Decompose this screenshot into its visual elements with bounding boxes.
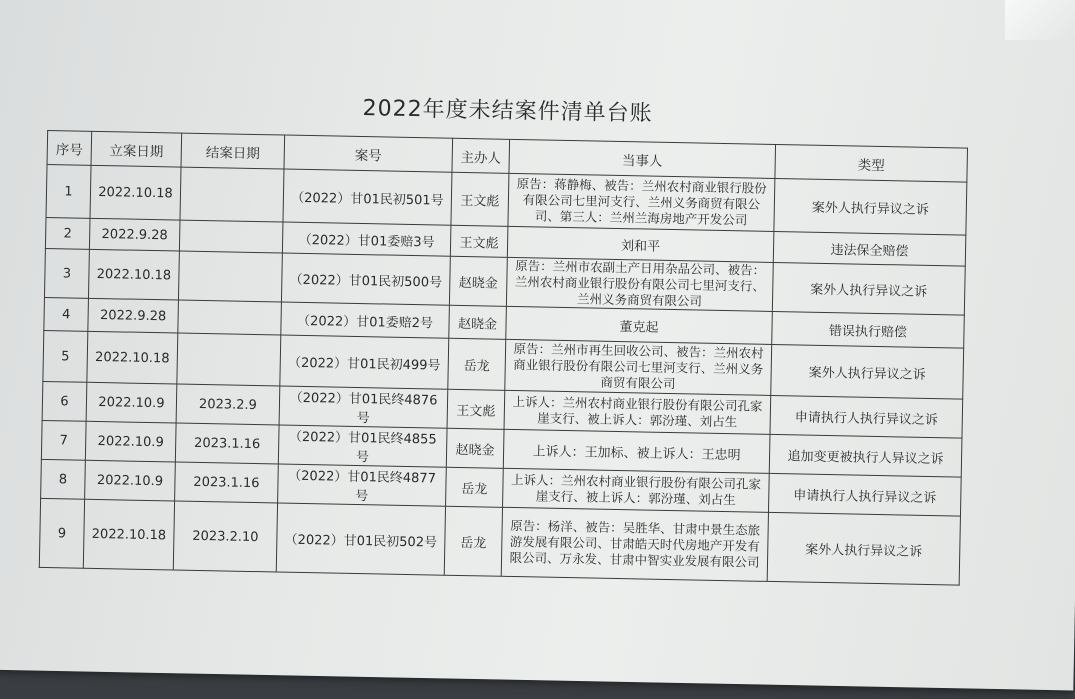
- cell-type: 案外人执行异议之诉: [772, 262, 965, 315]
- cell-handler: 王文彪: [447, 389, 505, 429]
- cell-type: 案外人执行异议之诉: [767, 512, 960, 585]
- cell-handler: 王文彪: [450, 225, 508, 257]
- cell-seq: 5: [43, 330, 88, 382]
- cell-file-date: 2022.10.9: [85, 421, 176, 462]
- cell-type: 追加变更被执行人异议之诉: [769, 434, 962, 477]
- cell-file-date: 2022.10.18: [87, 331, 178, 384]
- cell-handler: 赵晓金: [449, 305, 507, 339]
- cell-file-date: 2022.10.18: [90, 165, 181, 220]
- cell-close-date: [177, 333, 281, 386]
- cell-close-date: [180, 167, 284, 222]
- cell-seq: 2: [45, 217, 90, 249]
- cell-seq: 4: [44, 297, 89, 331]
- cell-seq: 6: [42, 381, 87, 421]
- header-case-no: 案号: [284, 135, 453, 172]
- cell-type: 案外人执行异议之诉: [774, 178, 967, 235]
- header-type: 类型: [775, 144, 968, 182]
- cell-file-date: 2022.10.18: [88, 249, 179, 300]
- cell-file-date: 2022.9.28: [89, 218, 180, 251]
- cell-file-date: 2022.10.18: [83, 499, 174, 570]
- header-handler: 主办人: [452, 138, 510, 173]
- cell-case-no: （2022）甘01民初500号: [281, 253, 450, 305]
- cell-parties: 刘和平: [507, 226, 774, 262]
- case-ledger-table: [39, 130, 968, 586]
- cell-case-no: （2022）甘01民初502号: [276, 503, 445, 575]
- cell-case-no: （2022）甘01委赔2号: [281, 302, 450, 338]
- cell-seq: 9: [39, 498, 84, 568]
- header-seq: 序号: [47, 131, 92, 166]
- cell-type: 违法保全赔偿: [773, 231, 966, 266]
- cell-parties: 原告：兰州市再生回收公司、被告：兰州农村商业银行股份有限公司七里河支行、兰州义务商贸有限公司: [505, 339, 772, 395]
- cell-case-no: （2022）甘01民终4855号: [278, 425, 447, 467]
- cell-case-no: （2022）甘01民初499号: [280, 335, 449, 389]
- cell-close-date: [179, 220, 283, 253]
- cell-handler: 王文彪: [451, 172, 509, 226]
- cell-close-date: 2023.2.10: [173, 501, 277, 572]
- cell-close-date: [178, 300, 282, 335]
- cell-seq: 8: [41, 459, 86, 499]
- cell-type: 案外人执行异议之诉: [771, 344, 964, 399]
- cell-parties: 上诉人：兰州农村商业银行股份有限公司孔家崖支行、被上诉人：郭汾瑾、刘占生: [503, 468, 770, 512]
- cell-close-date: 2023.2.9: [176, 384, 280, 425]
- cell-case-no: （2022）甘01民初501号: [283, 169, 452, 225]
- cell-type: 错误执行赔偿: [772, 311, 965, 348]
- cell-parties: 原告：兰州市农副土产日用杂品公司、被告：兰州农村商业银行股份有限公司七里河支行、兰州义务商贸有限公司: [506, 257, 773, 311]
- header-file-date: 立案日期: [91, 131, 182, 167]
- cell-parties: 上诉人：王加标、被上诉人：王忠明: [503, 429, 770, 473]
- header-close-date: 结案日期: [181, 133, 285, 169]
- cell-close-date: [178, 251, 282, 302]
- cell-file-date: 2022.10.9: [86, 382, 177, 423]
- cell-handler: 岳龙: [448, 338, 506, 390]
- cell-handler: 岳龙: [446, 467, 504, 507]
- cell-handler: 赵晓金: [446, 428, 504, 468]
- cell-type: 申请执行人执行异议之诉: [768, 473, 961, 516]
- paper-corner: [1005, 0, 1075, 40]
- document: [39, 88, 968, 586]
- cell-seq: 1: [46, 164, 91, 218]
- document-title: 2022年度未结案件清单台账: [362, 96, 653, 127]
- cell-case-no: （2022）甘01民终4876号: [279, 386, 448, 428]
- cell-close-date: 2023.1.16: [175, 423, 279, 464]
- cell-handler: 岳龙: [444, 506, 502, 576]
- cell-seq: 7: [41, 420, 86, 460]
- cell-parties: 上诉人：兰州农村商业银行股份有限公司孔家崖支行、被上诉人：郭汾瑾、刘占生: [504, 390, 771, 434]
- cell-parties: 董克起: [506, 306, 773, 344]
- cell-type: 申请执行人执行异议之诉: [770, 395, 963, 438]
- cell-seq: 3: [44, 248, 89, 298]
- cell-file-date: 2022.10.9: [85, 460, 176, 501]
- cell-parties: 原告：杨洋、被告：吴胜华、甘肃中景生态旅游发展有限公司、甘肃皓天时代房地产开发有限公司、万永发、甘肃中智实业发展有限公司: [501, 507, 768, 581]
- header-parties: 当事人: [509, 139, 776, 178]
- cell-handler: 赵晓金: [449, 256, 507, 306]
- cell-case-no: （2022）甘01民终4877号: [278, 464, 447, 506]
- cell-case-no: （2022）甘01委赔3号: [282, 222, 451, 256]
- cell-parties: 原告：蒋静梅、被告：兰州农村商业银行股份有限公司七里河支行、兰州义务商贸有限公司、第三人：兰州兰海房地产开发公司: [508, 173, 775, 231]
- cell-file-date: 2022.9.28: [88, 298, 179, 333]
- cell-close-date: 2023.1.16: [175, 462, 279, 503]
